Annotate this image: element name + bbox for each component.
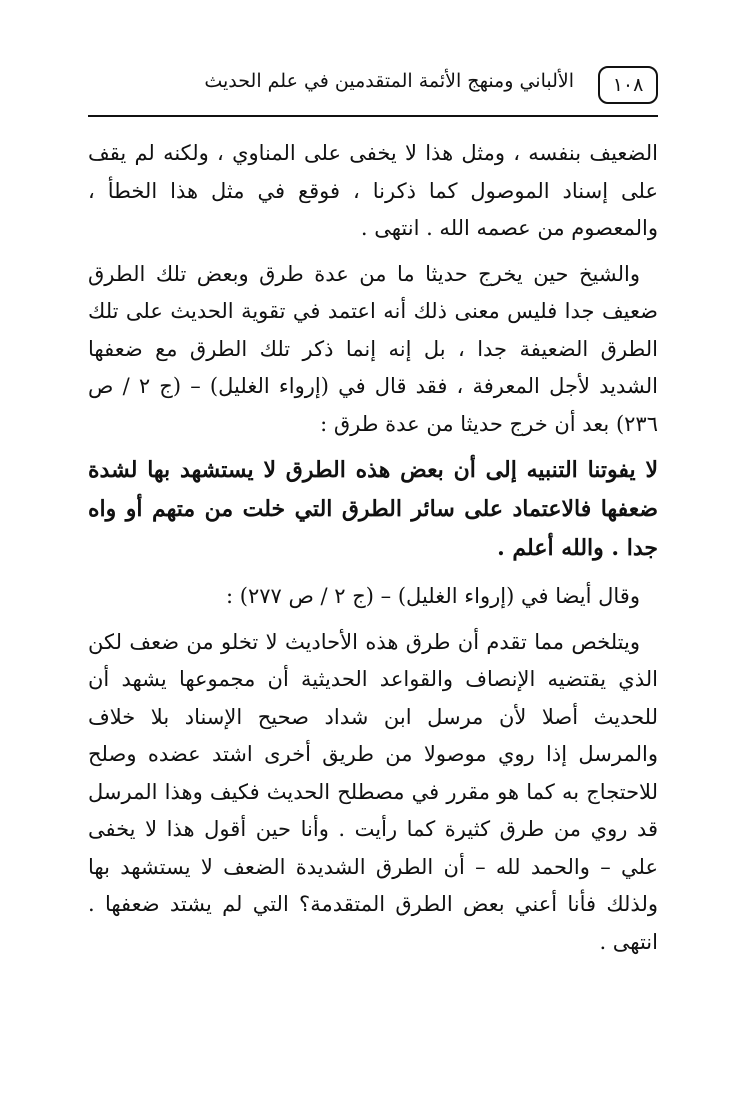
page-body: [88, 135, 658, 961]
paragraph-quote-long: ويتلخص مما تقدم أن طرق هذه الأحاديث لا تخلو من ضعف لكن الذي يقتضيه الإنصاف والقواعد الحديثية أن مجموعها يشهد أن للحديث أصلا لأن مرسل ابن شداد صحيح الإسناد بلا خلاف والمرسل إذا روي موصولا من طريق أخرى اشتد عضده وصلح للاحتجاج به كما هو مقرر في مصطلح الحديث فكيف وهذا المرسل قد روي من طرق كثيرة كما رأيت . وأنا حين أقول هذا لا يخفى علي – والحمد لله – أن الطرق الشديدة الضعف لا يستشهد بها ولذلك فأنا أعني بعض الطرق المتقدمة؟ التي لم يشتد ضعفها . انتهى .: [88, 629, 658, 954]
bold-quote: لا يفوتنا التنبيه إلى أن بعض هذه الطرق لا يستشهد بها لشدة ضعفها فالاعتماد على سائر الطرق التي خلت من متهم أو واه جدا . والله أعلم .: [88, 457, 658, 561]
paragraph-2: والشيخ حين يخرج حديثا ما من عدة طرق وبعض تلك الطرق ضعيف جدا فليس معنى ذلك أنه اعتمد في تقوية الحديث على تلك الطرق الضعيفة جدا ، بل إنه إنما ذكر تلك الطرق مع ضعفها الشديد لأجل المعرفة ، فقد قال في (إرواء الغليل) – (ج ٢ / ص ٢٣٦) بعد أن خرج حديثا من عدة طرق :: [88, 261, 658, 436]
page-number: ١٠٨: [598, 66, 658, 104]
running-title: الألباني ومنهج الأئمة المتقدمين في علم الحديث: [204, 70, 574, 92]
paragraph-1: الضعيف بنفسه ، ومثل هذا لا يخفى على المناوي ، ولكنه لم يقف على إسناد الموصول كما ذكرنا ، فوقع في مثل هذا الخطأ ، والمعصوم من عصمه الله . انتهى .: [88, 141, 658, 240]
book-page: [88, 58, 658, 961]
header-rule: [88, 115, 658, 117]
paragraph-citation: وقال أيضا في (إرواء الغليل) – (ج ٢ / ص ٢٧٧) :: [226, 584, 640, 608]
page-header: [88, 58, 658, 112]
